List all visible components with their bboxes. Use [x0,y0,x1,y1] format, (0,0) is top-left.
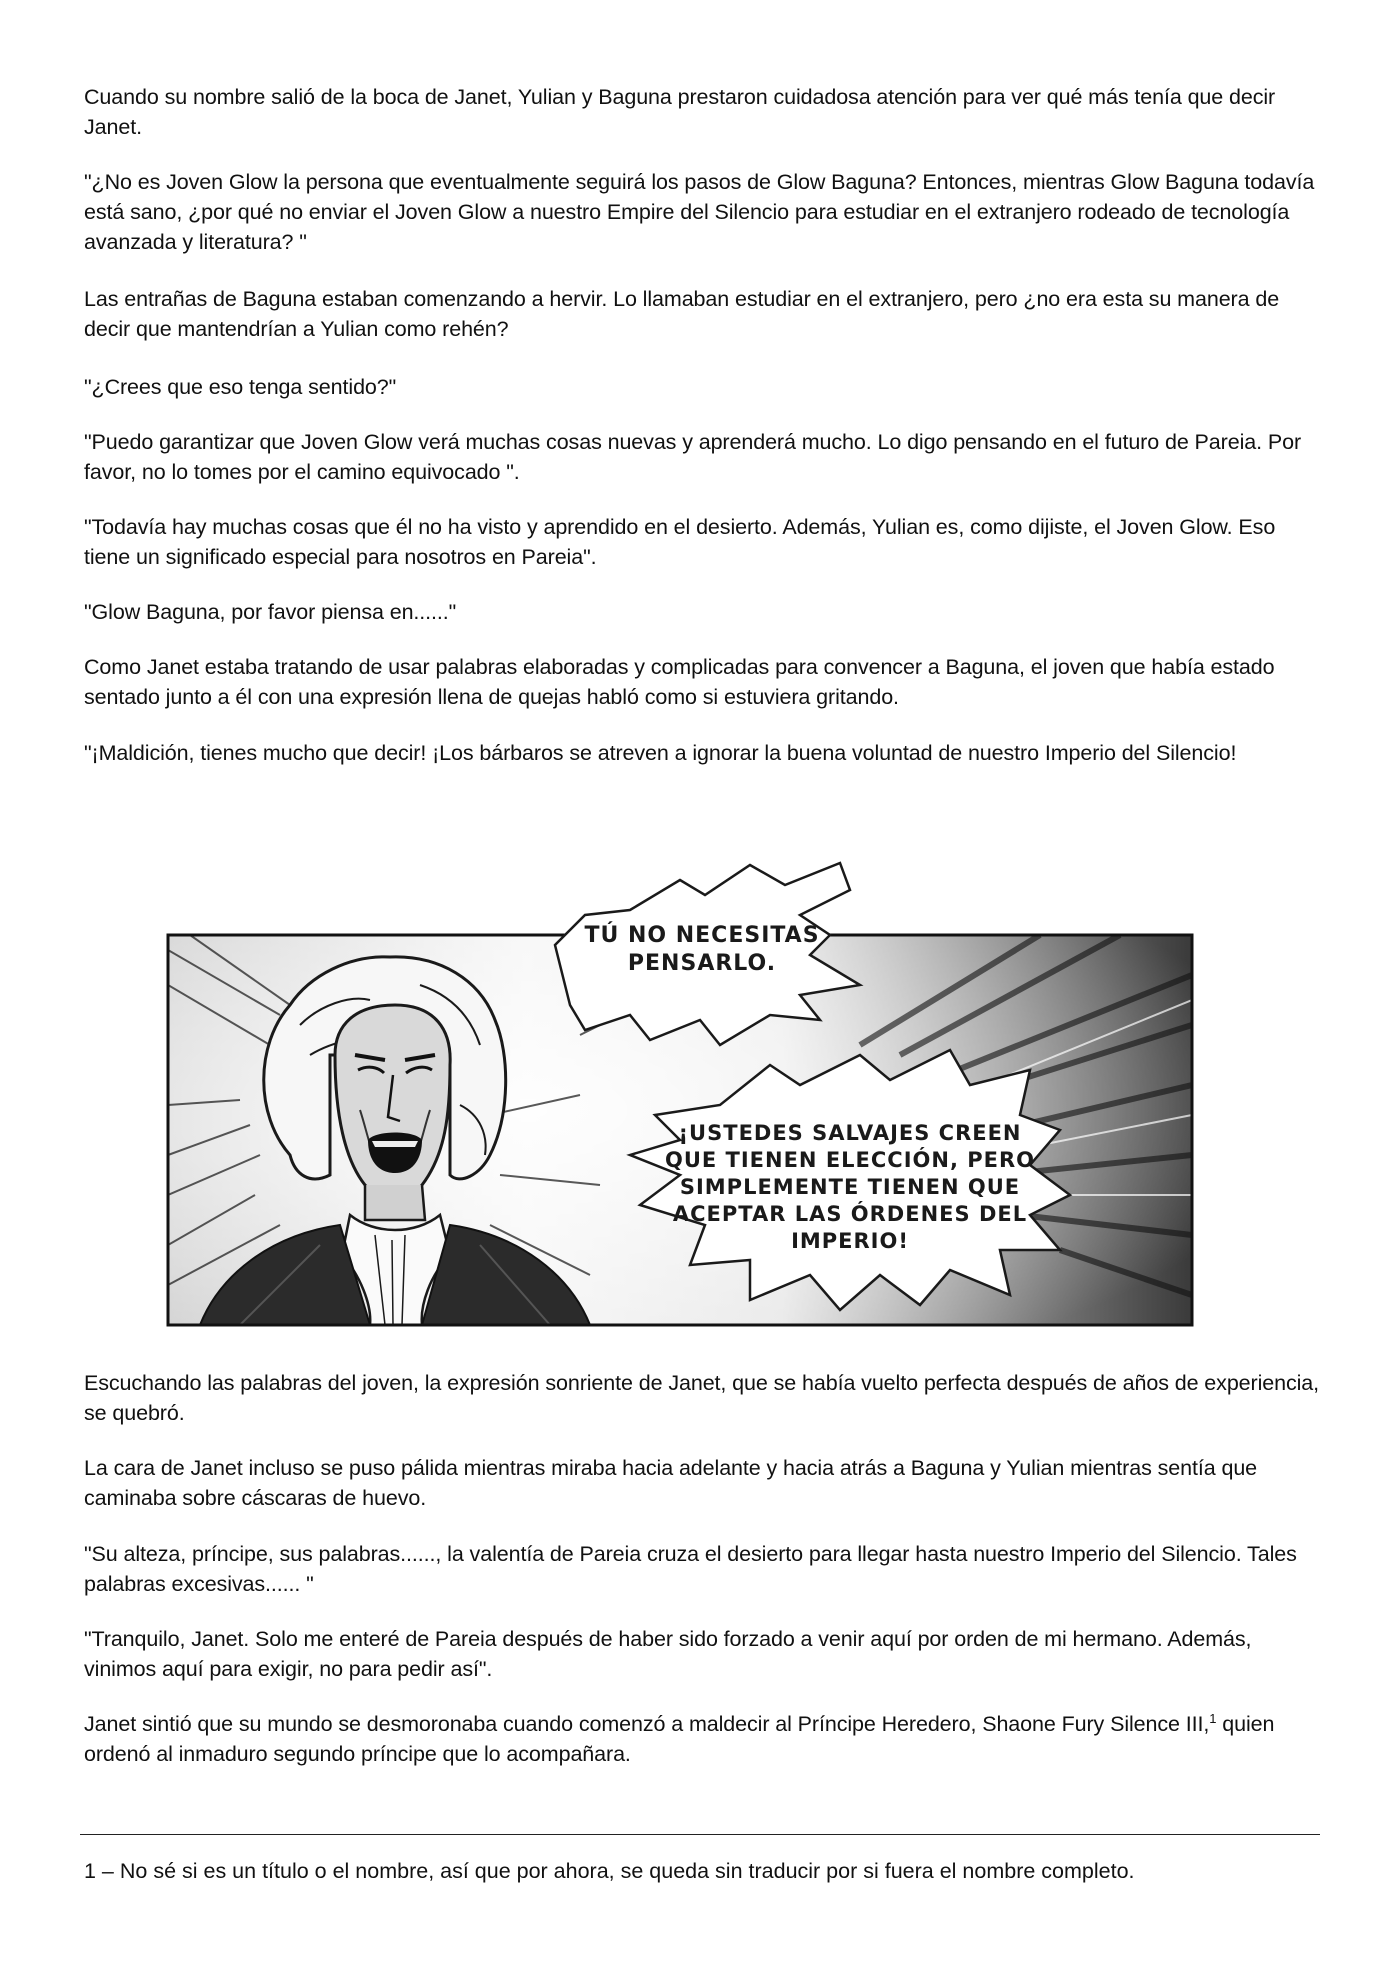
footnote-divider [80,1834,1320,1835]
paragraph-7: "Glow Baguna, por favor piensa en......" [84,600,457,624]
footnote-reference[interactable]: 1 [1209,1710,1217,1726]
paragraph-14-text: Janet sintió que su mundo se desmoronaba cuando comenzó a maldecir al Príncipe Heredero, Shaone Fury Silence III, [84,1712,1210,1736]
paragraph-13: "Tranquilo, Janet. Solo me enteré de Pareia después de haber sido forzado a venir aquí por orden de mi hermano. Además, vinimos aquí para exigir, no para pedir así". [84,1627,1252,1681]
paragraph-8: Como Janet estaba tratando de usar palabras elaboradas y complicadas para convencer a Baguna, el joven que había estado sentado junto a él con una expresión llena de quejas habló como si estuviera gritando. [84,655,1275,709]
paragraph-12: "Su alteza, príncipe, sus palabras......, la valentía de Pareia cruza el desierto para llegar hasta nuestro Imperio del Silencio. Tales palabras excesivas...... " [84,1542,1297,1596]
paragraph-3: Las entrañas de Baguna estaban comenzando a hervir. Lo llamaban estudiar en el extranjero, pero ¿no era esta su manera de decir que mantendrían a Yulian como rehén? [84,287,1280,341]
paragraph-6: "Todavía hay muchas cosas que él no ha visto y aprendido en el desierto. Además, Yulian es, como dijiste, el Joven Glow. Eso tiene un significado especial para nosotros en Pareia". [84,515,1276,569]
paragraph-11: La cara de Janet incluso se puso pálida mientras miraba hacia adelante y hacia atrás a Baguna y Yulian mientras sentía que caminaba sobre cáscaras de huevo. [84,1456,1258,1510]
bubble-right-line-4: ACEPTAR LAS ÓRDENES DEL [672,1202,1028,1226]
bubble-top-line-1: TÚ NO NECESITAS [584,923,820,948]
paragraph-1: Cuando su nombre salió de la boca de Janet, Yulian y Baguna prestaron cuidadosa atención para ver qué más tenía que decir Janet. [84,85,1276,139]
paragraph-2: "¿No es Joven Glow la persona que eventualmente seguirá los pasos de Glow Baguna? Entonces, mientras Glow Baguna todavía está sano, ¿por qué no enviar el Joven Glow a nuestro Empire del Silencio para estudiar en el extranjero rodeado de tecnología avanzada y literatura? " [84,170,1315,254]
paragraph-4: "¿Crees que eso tenga sentido?" [84,375,397,399]
paragraph-10: Escuchando las palabras del joven, la expresión sonriente de Janet, que se había vuelto perfecta después de años de experiencia, se quebró. [84,1371,1320,1425]
paragraph-5: "Puedo garantizar que Joven Glow verá muchas cosas nuevas y aprenderá mucho. Lo digo pensando en el futuro de Pareia. Por favor, no lo tomes por el camino equivocado ". [84,430,1302,484]
comic-panel [160,855,1200,1330]
paragraph-9: "¡Maldición, tienes mucho que decir! ¡Los bárbaros se atreven a ignorar la buena voluntad de nuestro Imperio del Silencio! [84,741,1237,765]
bubble-right-line-5: IMPERIO! [791,1229,909,1253]
paragraph-14 [84,1709,1324,1769]
bubble-right-line-1: ¡USTEDES SALVAJES CREEN [678,1121,1022,1145]
bubble-top-line-2: PENSARLO. [627,951,777,976]
footnote-1: 1 – No sé si es un título o el nombre, así que por ahora, se queda sin traducir por si fuera el nombre completo. [84,1859,1135,1883]
paragraph-14-tail: quien ordenó al inmaduro segundo príncipe que lo acompañara. [84,1712,1275,1766]
bubble-right-line-3: SIMPLEMENTE TIENEN QUE [679,1175,1021,1199]
bubble-right-line-2: QUE TIENEN ELECCIÓN, PERO [664,1148,1036,1172]
